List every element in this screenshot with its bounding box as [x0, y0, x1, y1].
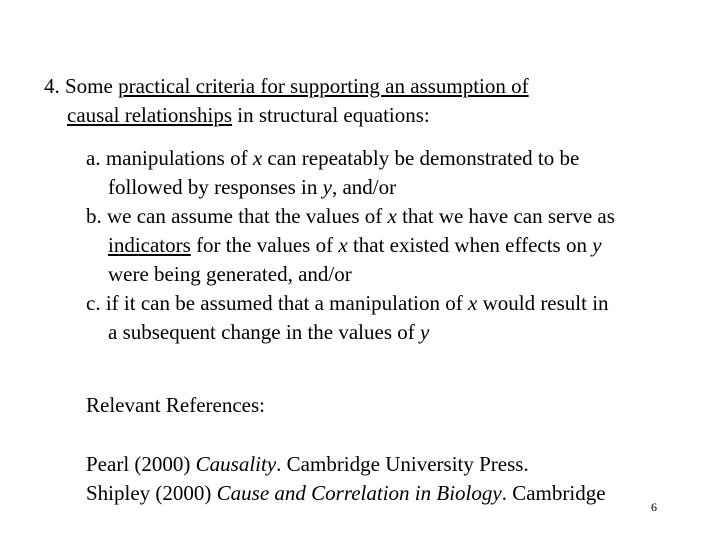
item-marker: b.: [86, 204, 102, 228]
reference-pearl: [86, 450, 529, 479]
reference-title: Causality: [195, 452, 277, 476]
item-continuation: [86, 318, 706, 347]
heading-line-2: [44, 101, 704, 130]
reference-author: Pearl (2000): [86, 452, 196, 476]
slide-heading: [44, 72, 704, 130]
underlined-text: indicators: [108, 233, 191, 257]
criteria-item-b: [86, 202, 706, 289]
criteria-list: [86, 144, 706, 347]
item-continuation: [86, 231, 706, 260]
variable-y: y: [420, 320, 430, 344]
item-text: we can assume that the values of: [101, 204, 388, 228]
variable-y: y: [592, 233, 602, 257]
reference-author: Shipley (2000): [86, 481, 217, 505]
reference-publisher: . Cambridge University Press.: [276, 452, 529, 476]
item-text: would result in: [477, 291, 609, 315]
item-text: for the values of: [190, 233, 339, 257]
item-text: if it can be assumed that a manipulation of: [100, 291, 468, 315]
variable-x: x: [252, 146, 263, 170]
item-marker: a.: [86, 146, 101, 170]
variable-x: x: [467, 291, 478, 315]
item-marker: c.: [86, 291, 101, 315]
item-continuation: [86, 260, 706, 289]
references-title: Relevant References:: [86, 393, 265, 417]
variable-y: y: [322, 175, 332, 199]
item-text: were being generated, and/or: [108, 262, 352, 286]
heading-text-post: in structural equations:: [232, 103, 430, 127]
item-text: can repeatably be demonstrated to be: [262, 146, 580, 170]
reference-publisher: . Cambridge: [501, 481, 606, 505]
page-number: 6: [651, 500, 657, 514]
heading-underlined-text: practical criteria for supporting an assumption of: [118, 74, 529, 98]
item-text: , and/or: [331, 175, 397, 199]
item-text: that we have can serve as: [396, 204, 615, 228]
reference-shipley: [86, 479, 606, 508]
heading-text-pre: Some: [65, 74, 119, 98]
item-text: that existed when effects on: [347, 233, 593, 257]
criteria-item-a: [86, 144, 706, 202]
item-text: manipulations of: [100, 146, 253, 170]
variable-x: x: [387, 204, 397, 228]
reference-title: Cause and Correlation in Biology: [216, 481, 502, 505]
item-text: followed by responses in: [108, 175, 323, 199]
item-continuation: [86, 173, 706, 202]
heading-underlined-text-2: causal relationships: [67, 103, 233, 127]
heading-number: 4.: [44, 74, 60, 98]
item-text: a subsequent change in the values of: [108, 320, 420, 344]
criteria-item-c: [86, 289, 706, 347]
variable-x: x: [338, 233, 348, 257]
